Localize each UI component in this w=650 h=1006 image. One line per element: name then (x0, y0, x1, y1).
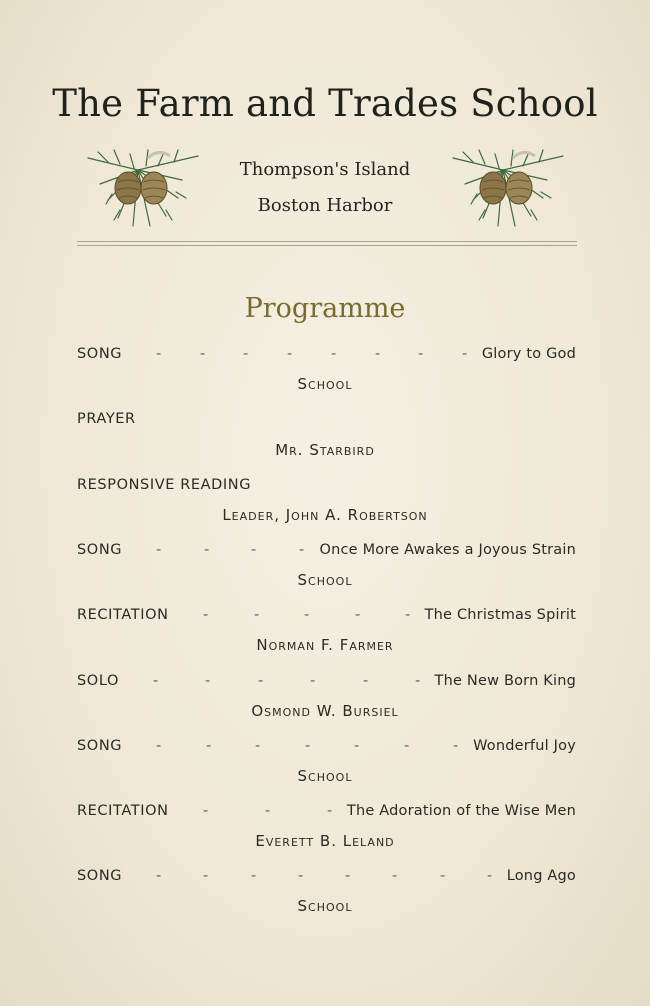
leader-dash: - (255, 738, 261, 754)
performer-name: School (297, 375, 353, 393)
item-type: SONG (77, 738, 123, 754)
programme-item (77, 542, 576, 564)
programme-item (77, 346, 576, 368)
leader-dash: - (298, 868, 304, 884)
leader-dash: - (345, 868, 351, 884)
leader-dash: - (156, 542, 162, 558)
programme-item (77, 738, 576, 760)
leader-dash: - (265, 803, 271, 819)
item-performer (0, 767, 650, 785)
performer-name: Norman F. Farmer (256, 636, 394, 654)
item-piece-title: Glory to God (481, 346, 576, 362)
programme-heading: Programme (244, 293, 406, 324)
leader-dash: - (299, 542, 305, 558)
divider-rule (77, 245, 577, 246)
location-line-1: Thompson's Island (239, 159, 411, 180)
item-type: SONG (77, 868, 123, 884)
leader-dash: - (305, 738, 311, 754)
leader-dash: - (203, 607, 209, 623)
item-performer (0, 897, 650, 915)
leader-dash: - (205, 673, 211, 689)
leader-dash: - (375, 346, 381, 362)
item-piece-title: Once More Awakes a Joyous Strain (319, 542, 576, 558)
leader-dash: - (304, 607, 310, 623)
performer-name: Leader, John A. Robertson (222, 506, 428, 524)
performer-name: Osmond W. Bursiel (251, 702, 399, 720)
item-piece-title: Long Ago (506, 868, 576, 884)
item-performer (0, 636, 650, 654)
performer-name: School (297, 571, 353, 589)
programme-item (77, 868, 576, 890)
item-performer (0, 571, 650, 589)
leader-dash: - (251, 542, 257, 558)
leader-dash: - (153, 673, 159, 689)
programme-item (77, 803, 576, 825)
item-type: SONG (77, 542, 123, 558)
item-type: RECITATION (77, 607, 169, 623)
programme-item (77, 673, 576, 695)
leader-dash: - (254, 607, 260, 623)
performer-name: Everett B. Leland (255, 832, 395, 850)
pine-cone-icon (443, 140, 573, 230)
leader-dash: - (331, 346, 337, 362)
leader-dash: - (405, 607, 411, 623)
item-performer (0, 441, 650, 459)
leader-dash: - (156, 868, 162, 884)
leader-dash: - (243, 346, 249, 362)
leader-dash: - (355, 607, 361, 623)
leader-dash: - (203, 868, 209, 884)
leader-dash: - (327, 803, 333, 819)
leader-dash: - (156, 346, 162, 362)
school-title: The Farm and Trades School (52, 82, 598, 125)
leader-dash: - (363, 673, 369, 689)
leader-dash: - (206, 738, 212, 754)
leader-dash: - (392, 868, 398, 884)
leader-dash: - (440, 868, 446, 884)
leader-dash: - (156, 738, 162, 754)
pine-cone-icon (78, 140, 208, 230)
leader-dash: - (204, 542, 210, 558)
programme-item (77, 411, 576, 433)
item-piece-title: The Christmas Spirit (424, 607, 576, 623)
programme-item (77, 607, 576, 629)
performer-name: Mr. Starbird (275, 441, 375, 459)
leader-dash: - (310, 673, 316, 689)
leader-dash: - (354, 738, 360, 754)
item-type: RECITATION (77, 803, 169, 819)
performer-name: School (297, 767, 353, 785)
performer-name: School (297, 897, 353, 915)
item-performer (0, 832, 650, 850)
leader-dash: - (200, 346, 206, 362)
item-performer (0, 375, 650, 393)
leader-dash: - (404, 738, 410, 754)
item-piece-title: The Adoration of the Wise Men (346, 803, 576, 819)
item-type: PRAYER (77, 411, 136, 427)
item-performer (0, 702, 650, 720)
leader-dash: - (287, 346, 293, 362)
item-type: RESPONSIVE READING (77, 477, 252, 493)
leader-dash: - (418, 346, 424, 362)
item-performer (0, 506, 650, 524)
leader-dash: - (203, 803, 209, 819)
location-line-2: Boston Harbor (257, 195, 393, 216)
leader-dash: - (251, 868, 257, 884)
leader-dash: - (453, 738, 459, 754)
leader-dash: - (415, 673, 421, 689)
divider-rule (77, 241, 577, 242)
leader-dash: - (462, 346, 468, 362)
item-piece-title: Wonderful Joy (473, 738, 576, 754)
item-piece-title: The New Born King (434, 673, 576, 689)
leader-dash: - (487, 868, 493, 884)
programme-item (77, 477, 576, 499)
item-type: SOLO (77, 673, 119, 689)
leader-dash: - (258, 673, 264, 689)
item-type: SONG (77, 346, 123, 362)
